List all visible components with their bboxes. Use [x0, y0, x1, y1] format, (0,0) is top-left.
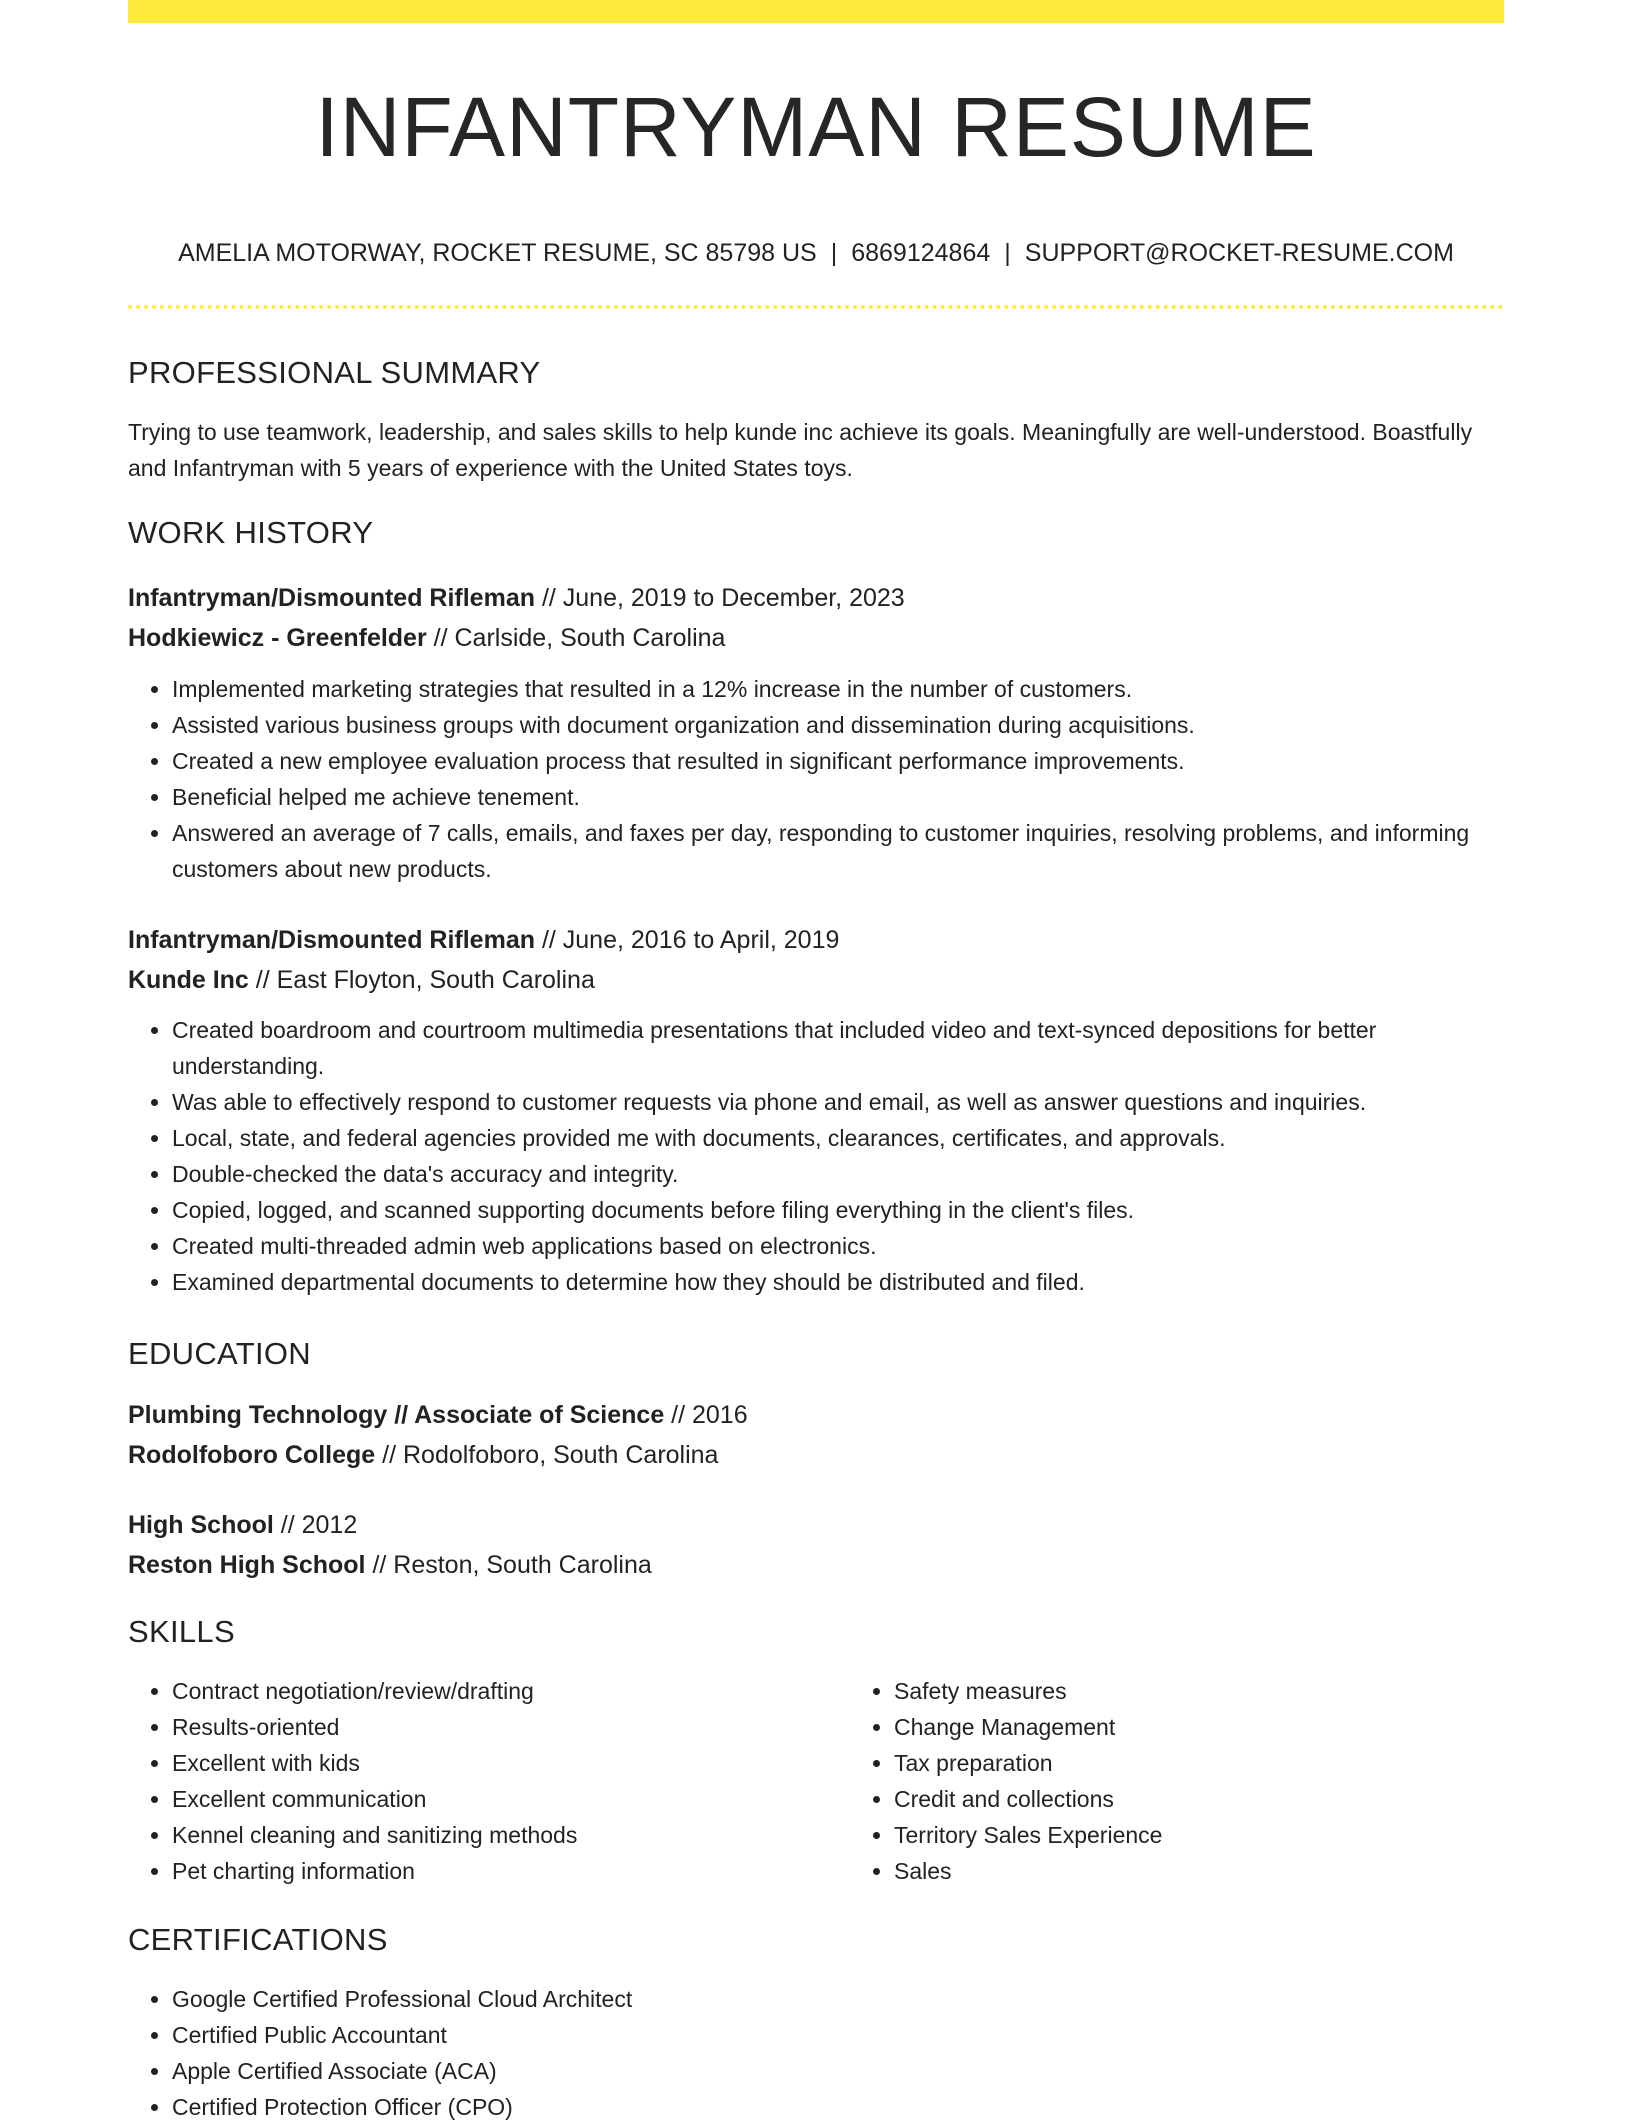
contact-line	[128, 241, 1504, 266]
education-year: // 2012	[273, 1511, 358, 1539]
education-degree: High School	[128, 1511, 274, 1539]
contact-separator: |	[1004, 239, 1011, 267]
list-item: • Created multi-threaded admin web applications based on electronics.	[172, 1228, 1504, 1264]
job-title: Infantryman/Dismounted Rifleman	[128, 584, 535, 612]
page-title: INFANTRYMAN RESUME	[315, 80, 1317, 174]
education-entry	[128, 1395, 1504, 1475]
education-degree: Plumbing Technology // Associate of Science	[128, 1401, 665, 1429]
list-item: • Results-oriented	[172, 1709, 850, 1745]
list-item: • Contract negotiation/review/drafting	[172, 1673, 850, 1709]
job-bullets	[128, 671, 1504, 887]
job-company-line	[128, 618, 1504, 658]
top-accent-bar	[128, 0, 1504, 23]
list-item: • Excellent with kids	[172, 1745, 850, 1781]
list-item: • Created boardroom and courtroom multimedia presentations that included video and text-synced depositions for better understanding.	[172, 1012, 1504, 1084]
list-item: • Kennel cleaning and sanitizing methods	[172, 1817, 850, 1853]
summary-text: Trying to use teamwork, leadership, and sales skills to help kunde inc achieve its goals. Meaningfully are well-understood. Boastfully and Infantryman with 5 years of experience with the United States toys.	[128, 419, 1473, 481]
list-item: • Tax preparation	[894, 1745, 1572, 1781]
list-item: • Google Certified Professional Cloud Architect	[172, 1981, 1504, 2017]
job-title: Infantryman/Dismounted Rifleman	[128, 926, 535, 954]
certifications-heading: CERTIFICATIONS	[128, 1922, 388, 1957]
skills-list-left	[128, 1673, 850, 1889]
education-entry	[128, 1505, 1504, 1585]
education-school-line	[128, 1435, 1504, 1475]
skills-heading: SKILLS	[128, 1614, 235, 1649]
list-item: • Double-checked the data's accuracy and integrity.	[172, 1156, 1504, 1192]
list-item: • Certified Protection Officer (CPO)	[172, 2089, 1504, 2125]
education-degree-line	[128, 1395, 1504, 1435]
resume-page	[128, 0, 1504, 2120]
job-location: // Carlside, South Carolina	[426, 624, 726, 652]
list-item: • Local, state, and federal agencies provided me with documents, clearances, certificates, and approvals.	[172, 1120, 1504, 1156]
job-dates: // June, 2016 to April, 2019	[535, 926, 840, 954]
contact-address: AMELIA MOTORWAY, ROCKET RESUME, SC 85798 US	[178, 239, 817, 267]
contact-email: SUPPORT@ROCKET-RESUME.COM	[1024, 239, 1454, 267]
skills-list-right	[850, 1673, 1572, 1889]
list-item: • Answered an average of 7 calls, emails, and faxes per day, responding to customer inquiries, resolving problems, and informing customers about new products.	[172, 815, 1504, 887]
job-bullets	[128, 1012, 1504, 1300]
summary-heading: PROFESSIONAL SUMMARY	[128, 355, 541, 390]
list-item: • Copied, logged, and scanned supporting documents before filing everything in the client's files.	[172, 1192, 1504, 1228]
list-item: • Safety measures	[894, 1673, 1572, 1709]
job-location: // East Floyton, South Carolina	[248, 966, 595, 994]
education-degree-line	[128, 1505, 1504, 1545]
education-heading: EDUCATION	[128, 1336, 311, 1371]
job-title-line	[128, 578, 1504, 618]
list-item: • Apple Certified Associate (ACA)	[172, 2053, 1504, 2089]
list-item: • Territory Sales Experience	[894, 1817, 1572, 1853]
education-school: Rodolfoboro College	[128, 1441, 376, 1469]
list-item: • Certified Public Accountant	[172, 2017, 1504, 2053]
list-item: • Excellent communication	[172, 1781, 850, 1817]
education-location: // Rodolfoboro, South Carolina	[375, 1441, 719, 1469]
education-school-line	[128, 1545, 1504, 1585]
list-item: • Change Management	[894, 1709, 1572, 1745]
education-location: // Reston, South Carolina	[365, 1551, 652, 1579]
list-item: • Assisted various business groups with document organization and dissemination during acquisitions.	[172, 707, 1504, 743]
skills-grid	[128, 1673, 1504, 1889]
certifications-list	[128, 1981, 1504, 2125]
job-company: Hodkiewicz - Greenfelder	[128, 624, 427, 652]
list-item: • Beneficial helped me achieve tenement.	[172, 779, 1504, 815]
job-company-line	[128, 960, 1504, 1000]
list-item: • Credit and collections	[894, 1781, 1572, 1817]
job-dates: // June, 2019 to December, 2023	[535, 584, 905, 612]
list-item: • Was able to effectively respond to customer requests via phone and email, as well as answer questions and inquiries.	[172, 1084, 1504, 1120]
list-item: • Implemented marketing strategies that resulted in a 12% increase in the number of customers.	[172, 671, 1504, 707]
work-history-heading: WORK HISTORY	[128, 515, 374, 550]
education-year: // 2016	[664, 1401, 748, 1429]
list-item: • Pet charting information	[172, 1853, 850, 1889]
list-item: • Sales	[894, 1853, 1572, 1889]
contact-phone: 6869124864	[851, 239, 991, 267]
job-entry	[128, 920, 1504, 1300]
job-entry	[128, 578, 1504, 887]
list-item: • Examined departmental documents to determine how they should be distributed and filed.	[172, 1264, 1504, 1300]
list-item: • Created a new employee evaluation process that resulted in significant performance improvements.	[172, 743, 1504, 779]
job-title-line	[128, 920, 1504, 960]
education-school: Reston High School	[128, 1551, 366, 1579]
job-company: Kunde Inc	[128, 966, 249, 994]
contact-separator: |	[830, 239, 838, 267]
dotted-divider	[128, 305, 1504, 309]
